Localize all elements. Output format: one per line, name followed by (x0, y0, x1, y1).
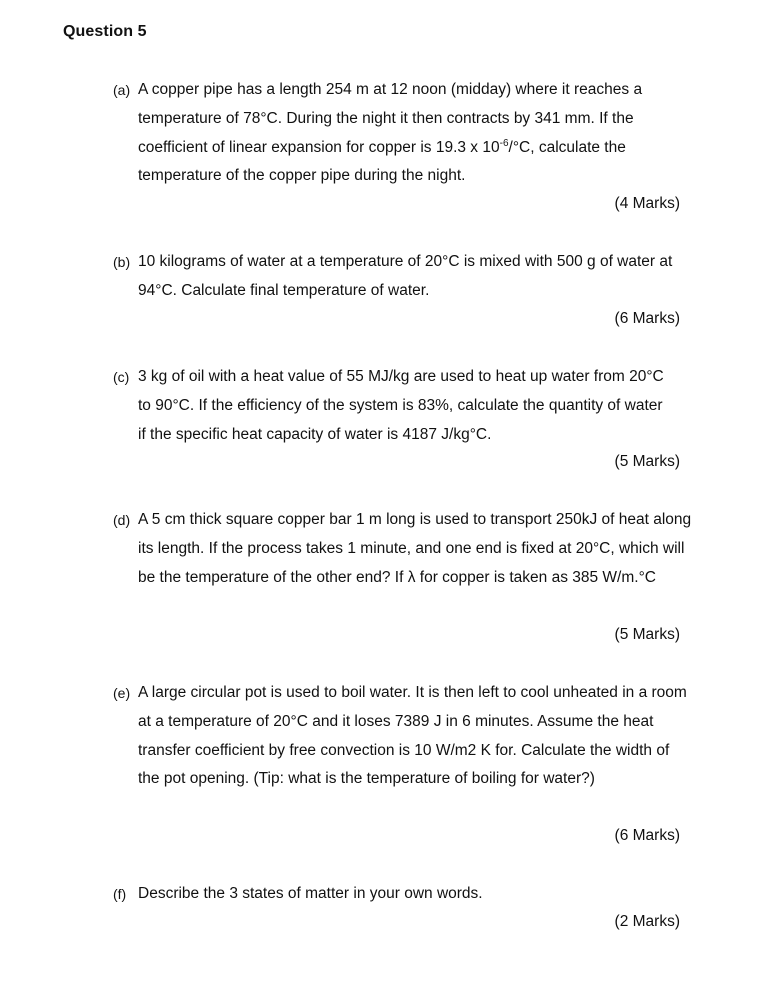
question-f-text: Describe the 3 states of matter in your own words. (138, 885, 483, 902)
question-c-text: 3 kg of oil with a heat value of 55 MJ/kg are used to heat up water from 20°C to 90°C. If the efficiency of the system is 83%, calculate the quantity of water if the specific heat capacity of water is 4187 J/kg°C. (138, 368, 664, 443)
question-a-text-part1: A copper pipe has a length 254 m at 12 noon (midday) where it reaches a temperature of 78°C. During the night it then contracts by 341 mm. If the coefficient of linear expansion for copper is 19.3 x 10 (138, 81, 643, 156)
question-f-marks: (2 Marks) (614, 913, 680, 930)
question-a (113, 76, 688, 191)
question-d-label: (d) (113, 512, 131, 528)
question-a-label: (a) (113, 82, 131, 98)
question-d (113, 506, 693, 592)
question-c-marks: (5 Marks) (614, 453, 680, 470)
question-c (113, 363, 673, 449)
question-a-text-part2: /°C, calculate the temperature of the copper pipe during the night. (138, 138, 626, 185)
question-e-label: (e) (113, 685, 131, 701)
question-b-marks: (6 Marks) (614, 310, 680, 327)
question-a-text (113, 76, 688, 191)
question-e (113, 679, 693, 794)
question-f-label: (f) (113, 886, 127, 902)
question-f (113, 880, 693, 909)
question-b-text: 10 kilograms of water at a temperature of 20°C is mixed with 500 g of water at 94°C. Calculate final temperature of water. (138, 253, 673, 299)
question-d-marks: (5 Marks) (614, 626, 680, 643)
question-c-label: (c) (113, 369, 130, 385)
question-e-text: A large circular pot is used to boil water. It is then left to cool unheated in a room at a temperature of 20°C and it loses 7389 J in 6 minutes. Assume the heat transfer coefficient by free convection is 10 W/m2 K for. Calculate the width of the pot opening. (Tip: what is the temperature of boiling for water?) (138, 684, 687, 788)
question-e-marks: (6 Marks) (614, 827, 680, 844)
question-b-label: (b) (113, 254, 131, 270)
question-a-marks: (4 Marks) (614, 195, 680, 212)
question-title: Question 5 (63, 23, 147, 40)
exponent: -6 (499, 137, 509, 149)
question-b (113, 248, 673, 306)
question-d-text: A 5 cm thick square copper bar 1 m long is used to transport 250kJ of heat along its length. If the process takes 1 minute, and one end is fixed at 20°C, which will be the temperature of the other end? If λ for copper is taken as 385 W/m.°C (138, 511, 692, 586)
